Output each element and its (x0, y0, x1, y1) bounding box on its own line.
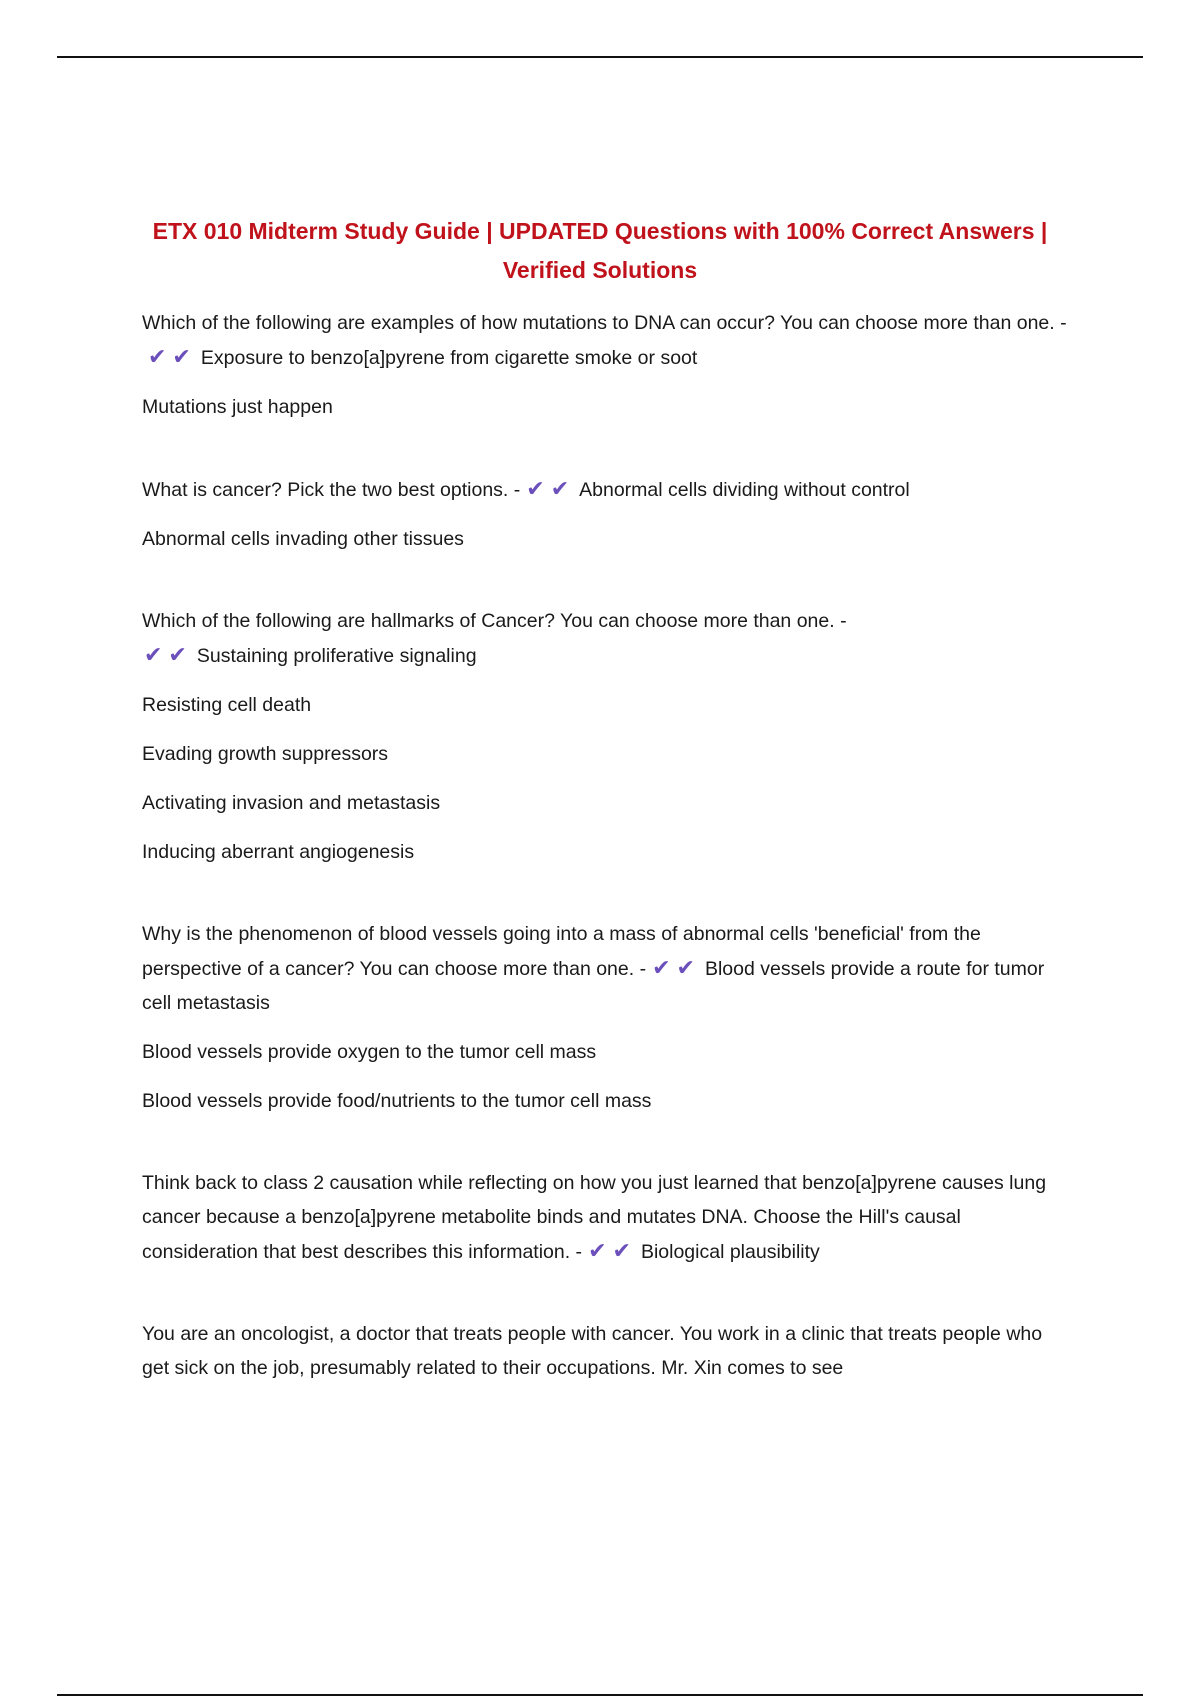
question-stem: What is cancer? Pick the two best options. - (142, 479, 521, 501)
answer-line: Abnormal cells invading other tissues (142, 528, 464, 550)
question-stem: Think back to class 2 causation while reflecting on how you just learned that benzo[a]pyrene causes lung cancer because a benzo[a]pyrene metabolite binds and mutates DNA. Choose the Hill's causal consideration that best describes this information. - (142, 1172, 1047, 1263)
question-block (142, 917, 1067, 1118)
answer-text: Blood vessels provide a route for tumor cell metastasis (142, 958, 1045, 1014)
question-block (142, 1317, 1067, 1385)
answer-line: Blood vessels provide food/nutrients to the tumor cell mass (142, 1090, 652, 1112)
answer-text: Sustaining proliferative signaling (196, 645, 477, 667)
question-block (142, 306, 1067, 424)
answer-text: Abnormal cells dividing without control (579, 479, 910, 501)
question-stem: Which of the following are hallmarks of Cancer? You can choose more than one. - (142, 610, 847, 632)
check-mark-icon: ✔✔ (652, 955, 701, 980)
check-mark-icon: ✔✔ (148, 344, 197, 369)
bottom-rule (57, 1694, 1143, 1696)
answer-line: Activating invasion and metastasis (142, 792, 441, 814)
top-rule (57, 56, 1143, 58)
question-block (142, 472, 1067, 556)
question-text (142, 1317, 1067, 1385)
document-title: ETX 010 Midterm Study Guide | UPDATED Questions with 100% Correct Answers | Verified Solutions (152, 218, 1048, 283)
answer-text: Biological plausibility (640, 1241, 820, 1263)
document-body (142, 306, 1067, 1385)
question-stem: Which of the following are examples of how mutations to DNA can occur? You can choose more than one. - (142, 312, 1067, 334)
question-text (142, 472, 1067, 507)
answer-line: Inducing aberrant angiogenesis (142, 841, 415, 863)
first-answer-line (142, 638, 1067, 673)
question-text (142, 1166, 1067, 1269)
answer-line: Mutations just happen (142, 396, 333, 418)
answer-line: Resisting cell death (142, 694, 312, 716)
question-text (142, 917, 1067, 1020)
check-mark-icon: ✔✔ (526, 476, 576, 501)
answer-line: Evading growth suppressors (142, 743, 389, 765)
question-text (142, 604, 1067, 638)
question-text (142, 306, 1067, 375)
answer-line: Blood vessels provide oxygen to the tumor cell mass (142, 1041, 597, 1063)
check-mark-icon: ✔✔ (144, 642, 193, 667)
question-block (142, 1166, 1067, 1269)
question-stem: You are an oncologist, a doctor that treats people with cancer. You work in a clinic that treats people who get sick on the job, presumably related to their occupations. Mr. Xin comes to see (142, 1323, 1043, 1379)
question-block (142, 604, 1067, 869)
answer-text: Exposure to benzo[a]pyrene from cigarette smoke or soot (200, 347, 698, 369)
question-stem: Why is the phenomenon of blood vessels going into a mass of abnormal cells 'beneficial' from the perspective of a cancer? You can choose more than one. - (142, 923, 981, 980)
check-mark-icon: ✔✔ (588, 1238, 637, 1263)
